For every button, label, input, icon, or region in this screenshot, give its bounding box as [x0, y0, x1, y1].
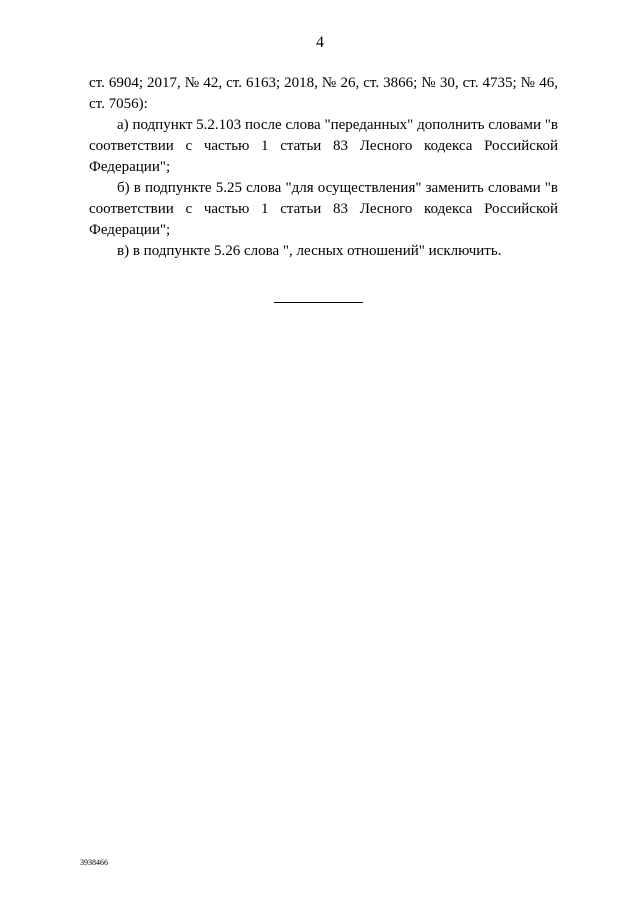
paragraph-citation-continuation: ст. 6904; 2017, № 42, ст. 6163; 2018, № 26, ст. 3866; № 30, ст. 4735; № 46, ст. 7056): — [89, 75, 558, 112]
end-of-text-divider — [274, 302, 363, 303]
paragraph-item-a: а) подпункт 5.2.103 после слова "переданных" дополнить словами "в соответствии с частью 1 статьи 83 Лесного кодекса Российской Федерации"; — [89, 117, 558, 175]
document-code: 3938466 — [80, 858, 108, 867]
document-body — [89, 73, 558, 262]
page-number: 4 — [316, 34, 324, 51]
paragraph-item-c: в) в подпункте 5.26 слова ", лесных отношений" исключить. — [117, 243, 502, 259]
paragraph-item-b: б) в подпункте 5.25 слова "для осуществления" заменить словами "в соответствии с частью 1 статьи 83 Лесного кодекса Российской Федерации"; — [89, 180, 558, 238]
